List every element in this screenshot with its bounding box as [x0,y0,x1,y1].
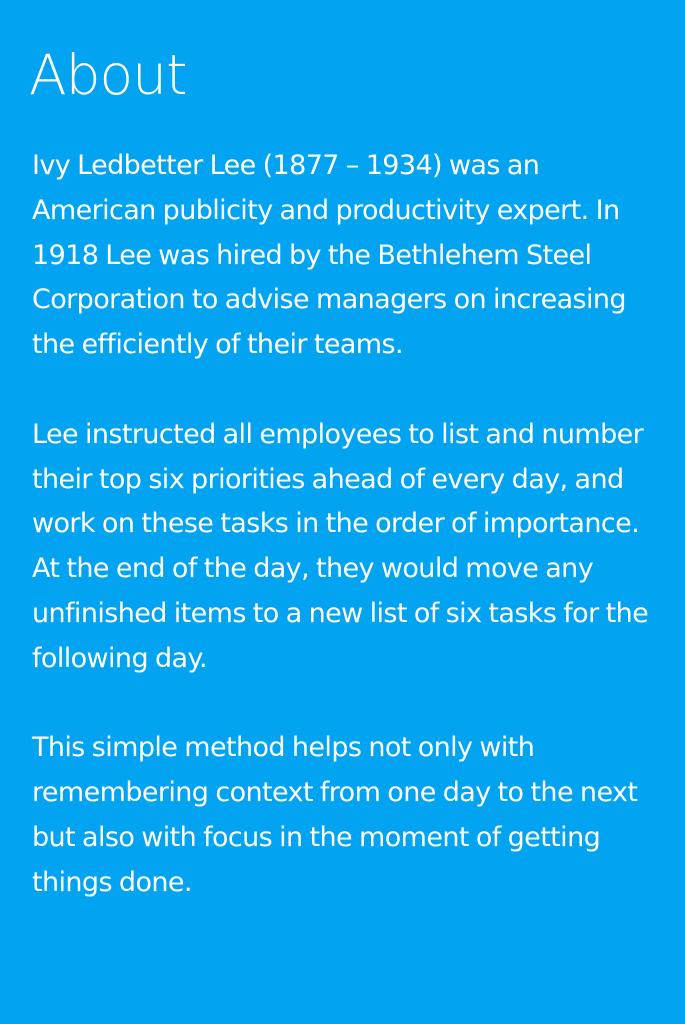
about-content [32,144,655,906]
about-paragraph-3: This simple method helps not only with remembering context from one day to the next but also with focus in the moment of getting things done. [32,732,638,898]
page-title: About [29,43,187,107]
about-paragraph-1: Ivy Ledbetter Lee (1877 – 1934) was an American publicity and productivity expert. In 1918 Lee was hired by the Bethlehem Steel Corporation to advise managers on increasing the efficiently of their teams. [32,150,626,361]
about-paragraph-2: Lee instructed all employees to list and number their top six priorities ahead of every day, and work on these tasks in the order of importance. At the end of the day, they would move any unfinished items to a new list of six tasks for the following day. [32,418,649,674]
